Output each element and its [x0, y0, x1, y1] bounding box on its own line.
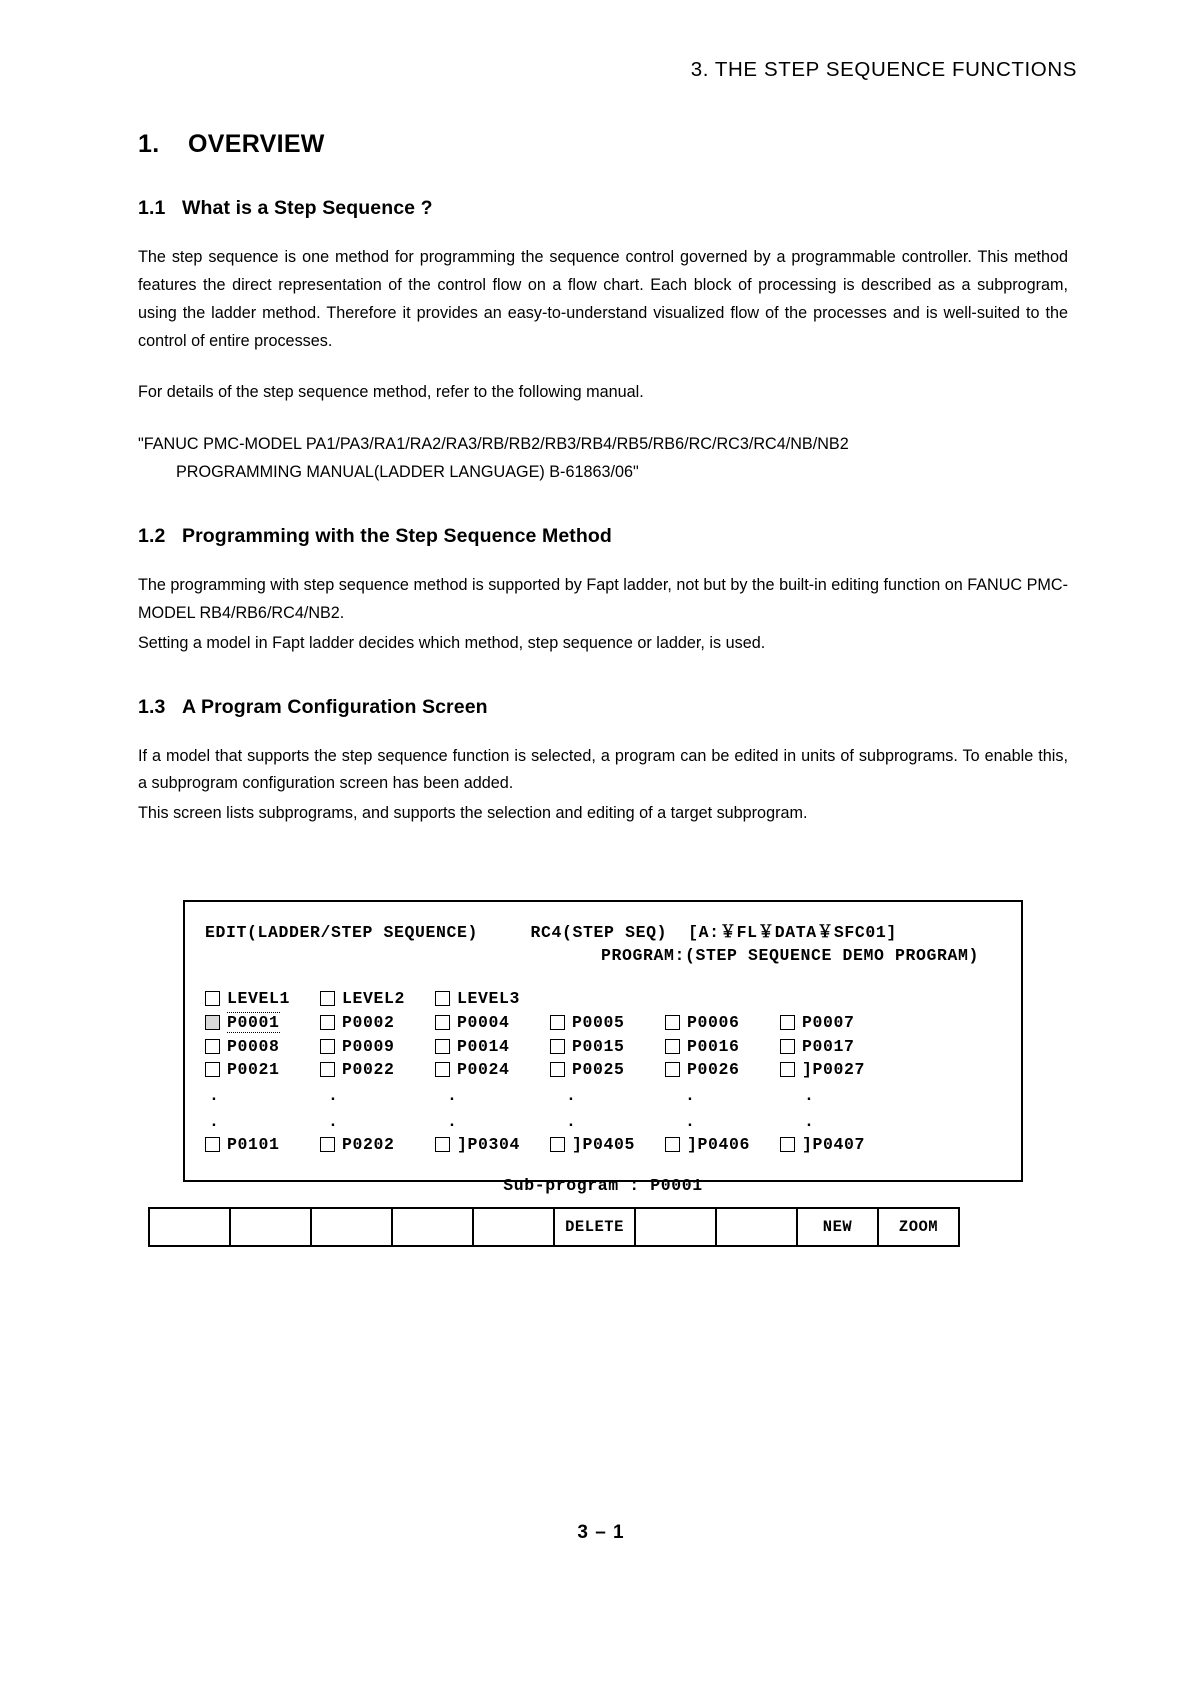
paragraph: Setting a model in Fapt ladder decides which method, step sequence or ladder, is used. [138, 633, 766, 652]
ellipsis-dot: . [804, 1086, 815, 1105]
checkbox-icon [205, 991, 220, 1006]
subprogram-cell[interactable] [320, 1037, 435, 1056]
subprogram-label: ]P0304 [457, 1135, 521, 1154]
ellipsis-dot: . [209, 1112, 220, 1131]
checkbox-icon [205, 1039, 220, 1054]
subprogram-cell[interactable] [435, 1060, 550, 1079]
level-row [205, 989, 1001, 1008]
subprogram-label: P0006 [687, 1013, 740, 1032]
subprogram-label: P0101 [227, 1135, 280, 1154]
subprogram-label: P0001 [227, 1013, 280, 1032]
subprogram-row [205, 1012, 1001, 1033]
subprogram-cell[interactable] [435, 989, 550, 1008]
subprogram-cell[interactable] [435, 1135, 550, 1154]
soft-key-new[interactable]: NEW [798, 1209, 879, 1245]
program-configuration-screen-figure [183, 900, 1023, 1195]
checkbox-icon [435, 1015, 450, 1030]
screen-program-line: PROGRAM:(STEP SEQUENCE DEMO PROGRAM) [600, 946, 979, 965]
checkbox-icon [435, 1039, 450, 1054]
checkbox-icon [320, 1137, 335, 1152]
page-content [138, 130, 1068, 828]
subprogram-cell[interactable] [665, 1060, 780, 1079]
subprogram-label: ]P0027 [802, 1060, 866, 1079]
checkbox-icon [780, 1137, 795, 1152]
subprogram-label: P0004 [457, 1013, 510, 1032]
ellipsis-dot: . [804, 1112, 815, 1131]
subprogram-label: P0007 [802, 1013, 855, 1032]
soft-key-blank-0[interactable] [150, 1209, 231, 1245]
checkbox-icon [550, 1137, 565, 1152]
ellipsis-dot: . [447, 1086, 458, 1105]
ellipsis-row [205, 1086, 1001, 1105]
ellipsis-dot: . [447, 1112, 458, 1131]
manual-reference [138, 431, 1068, 487]
checkbox-icon [320, 1039, 335, 1054]
soft-key-blank-3[interactable] [393, 1209, 474, 1245]
manual-reference-line-1: "FANUC PMC-MODEL PA1/PA3/RA1/RA2/RA3/RB/RB2/RB3/RB4/RB5/RB6/RC/RC3/RC4/NB/NB2 [138, 435, 849, 454]
subprogram-label: P0025 [572, 1060, 625, 1079]
ellipsis-dot: . [566, 1112, 577, 1131]
subprogram-row [205, 1037, 1001, 1056]
subprogram-cell[interactable] [205, 1135, 320, 1154]
subprogram-cell[interactable] [320, 1012, 435, 1033]
subprogram-cell[interactable] [780, 1012, 895, 1033]
subprogram-cell[interactable] [435, 1012, 550, 1033]
subprogram-cell[interactable] [780, 1135, 895, 1154]
checkbox-icon [435, 1137, 450, 1152]
manual-reference-line-2: PROGRAMMING MANUAL(LADDER LANGUAGE) B-61863/06" [176, 463, 639, 482]
soft-key-blank-2[interactable] [312, 1209, 393, 1245]
ellipsis-dot: . [566, 1086, 577, 1105]
soft-key-blank-4[interactable] [474, 1209, 555, 1245]
subprogram-cell[interactable] [780, 1060, 895, 1079]
checkbox-icon [665, 1039, 680, 1054]
subprogram-label: ]P0406 [687, 1135, 751, 1154]
subprogram-label: P0017 [802, 1037, 855, 1056]
section-title: What is a Step Sequence ? [182, 197, 433, 219]
checkbox-icon [320, 991, 335, 1006]
ellipsis-dot: . [328, 1086, 339, 1105]
soft-key-blank-7[interactable] [717, 1209, 798, 1245]
soft-key-blank-1[interactable] [231, 1209, 312, 1245]
paragraph: For details of the step sequence method, refer to the following manual. [138, 383, 644, 402]
subprogram-cell[interactable] [550, 1135, 665, 1154]
section-number: 1.1 [138, 197, 166, 219]
ellipsis-row [205, 1112, 1001, 1131]
checkbox-icon [780, 1039, 795, 1054]
subprogram-cell[interactable] [550, 1012, 665, 1033]
checkbox-icon [550, 1039, 565, 1054]
subprogram-label: P0005 [572, 1013, 625, 1032]
checkbox-icon [205, 1062, 220, 1077]
section-heading-1-2 [138, 525, 1068, 548]
subprogram-cell[interactable] [320, 989, 435, 1008]
screen-title-line: EDIT(LADDER/STEP SEQUENCE) RC4(STEP SEQ) [A:￥FL￥DATA￥SFC01] [205, 923, 897, 942]
subprogram-label: LEVEL3 [457, 989, 521, 1008]
chapter-heading [138, 130, 1068, 159]
subprogram-cell[interactable] [435, 1037, 550, 1056]
soft-key-delete[interactable]: DELETE [555, 1209, 636, 1245]
subprogram-cell[interactable] [665, 1012, 780, 1033]
subprogram-cell[interactable] [320, 1135, 435, 1154]
subprogram-cell[interactable] [205, 989, 320, 1008]
paragraph: This screen lists subprograms, and supports the selection and editing of a target subprogram. [138, 804, 808, 823]
paragraph: If a model that supports the step sequence function is selected, a program can be edited in units of subprograms. To enable this, a subprogram configuration screen has been added. [138, 746, 1068, 793]
subprogram-cell[interactable] [205, 1037, 320, 1056]
chapter-number: 1. [138, 130, 160, 158]
checkbox-icon [780, 1015, 795, 1030]
subprogram-cell[interactable] [665, 1037, 780, 1056]
subprogram-label: P0016 [687, 1037, 740, 1056]
subprogram-label: P0002 [342, 1013, 395, 1032]
subprogram-grid [205, 989, 1001, 1154]
section-title: Programming with the Step Sequence Method [182, 525, 612, 548]
checkbox-icon [665, 1137, 680, 1152]
cnc-screen [183, 900, 1023, 1195]
subprogram-label: LEVEL1 [227, 989, 291, 1008]
checkbox-icon [205, 1015, 220, 1030]
paragraph: The step sequence is one method for programming the sequence control governed by a programmable controller. This method features the direct representation of the control flow on a flow chart. Each block of processing is described as a subprogram, using the ladder method. Therefore it provides an easy-to-understand visualized flow of the processes and is well-suited to the control of entire processes. [138, 248, 1068, 350]
page-number: 3 – 1 [577, 1522, 625, 1543]
chapter-title: OVERVIEW [188, 130, 325, 158]
subprogram-label: P0015 [572, 1037, 625, 1056]
soft-key-blank-6[interactable] [636, 1209, 717, 1245]
checkbox-icon [780, 1062, 795, 1077]
section-number: 1.2 [138, 525, 166, 548]
ellipsis-dot: . [685, 1086, 696, 1105]
checkbox-icon [665, 1015, 680, 1030]
subprogram-label: P0022 [342, 1060, 395, 1079]
checkbox-icon [435, 1062, 450, 1077]
selected-subprogram-label: Sub-program : P0001 [503, 1176, 703, 1195]
section-heading-1-3 [138, 696, 1068, 719]
subprogram-cell[interactable] [320, 1060, 435, 1079]
subprogram-label: P0021 [227, 1060, 280, 1079]
subprogram-label: P0024 [457, 1060, 510, 1079]
soft-key-bar [148, 1207, 960, 1247]
ellipsis-dot: . [209, 1086, 220, 1105]
subprogram-cell[interactable] [550, 1037, 665, 1056]
subprogram-cell[interactable] [550, 1060, 665, 1079]
running-head: 3. THE STEP SEQUENCE FUNCTIONS [690, 58, 1077, 81]
checkbox-icon [320, 1062, 335, 1077]
paragraph: The programming with step sequence method is supported by Fapt ladder, not but by the built-in editing function on FANUC PMC-MODEL RB4/RB6/RC4/NB2. [138, 576, 1068, 622]
subprogram-label: P0202 [342, 1135, 395, 1154]
ellipsis-dot: . [328, 1112, 339, 1131]
checkbox-icon [550, 1015, 565, 1030]
subprogram-label: P0009 [342, 1037, 395, 1056]
subprogram-cell[interactable] [205, 1060, 320, 1079]
subprogram-label: P0008 [227, 1037, 280, 1056]
checkbox-icon [665, 1062, 680, 1077]
subprogram-cell[interactable] [205, 1012, 320, 1033]
subprogram-label: P0026 [687, 1060, 740, 1079]
soft-key-zoom[interactable]: ZOOM [898, 1218, 939, 1236]
section-heading-1-1 [138, 197, 1068, 220]
subprogram-cell[interactable] [780, 1037, 895, 1056]
checkbox-icon [205, 1137, 220, 1152]
subprogram-label: ]P0407 [802, 1135, 866, 1154]
checkbox-icon [320, 1015, 335, 1030]
ellipsis-dot: . [685, 1112, 696, 1131]
section-title: A Program Configuration Screen [182, 695, 488, 718]
section-number: 1.3 [138, 695, 166, 718]
last-row [205, 1135, 1001, 1154]
subprogram-row [205, 1060, 1001, 1079]
subprogram-label: LEVEL2 [342, 989, 406, 1008]
checkbox-icon [550, 1062, 565, 1077]
subprogram-label: P0014 [457, 1037, 510, 1056]
subprogram-cell[interactable] [665, 1135, 780, 1154]
checkbox-icon [435, 991, 450, 1006]
subprogram-label: ]P0405 [572, 1135, 636, 1154]
